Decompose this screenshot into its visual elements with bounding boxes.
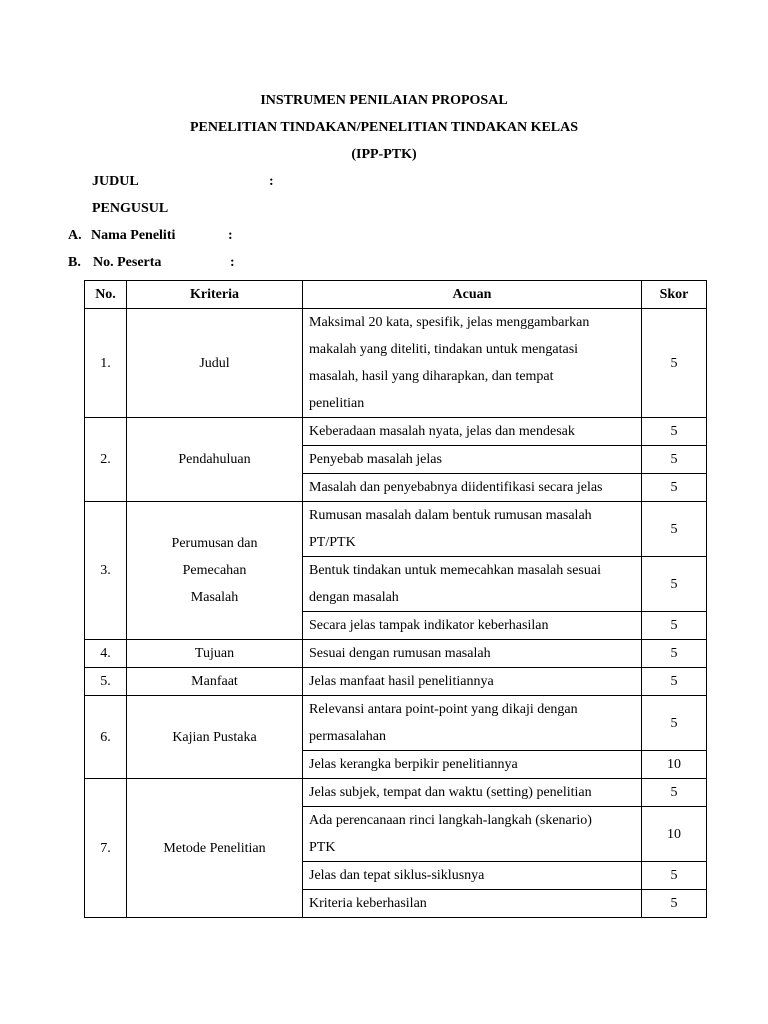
score-cell: 5 <box>642 446 707 474</box>
table-row <box>85 696 707 751</box>
row-number: 4. <box>85 640 127 668</box>
score-cell: 5 <box>642 309 707 418</box>
reference-line: PTK <box>309 840 336 855</box>
field-nomor-colon: : <box>230 255 235 270</box>
reference-line: Kriteria keberhasilan <box>309 896 427 911</box>
field-nama-prefix: A. <box>68 228 82 243</box>
field-judul-colon: : <box>269 174 274 189</box>
field-nomor-label <box>68 255 161 271</box>
header-kriteria: Kriteria <box>127 281 303 309</box>
score-cell: 5 <box>642 779 707 807</box>
table-row <box>85 668 707 696</box>
header-acuan: Acuan <box>303 281 642 309</box>
criteria-line: Manfaat <box>191 674 238 689</box>
rubric-body <box>85 309 707 918</box>
score-cell: 5 <box>642 862 707 890</box>
header-no: No. <box>85 281 127 309</box>
score-cell: 5 <box>642 668 707 696</box>
field-nama-text: Nama Peneliti <box>91 228 176 243</box>
score-cell: 5 <box>642 640 707 668</box>
reference-cell <box>303 502 642 557</box>
criteria-cell <box>127 668 303 696</box>
row-number: 6. <box>85 696 127 779</box>
reference-line: Ada perencanaan rinci langkah-langkah (skenario) <box>309 813 592 828</box>
score-cell: 5 <box>642 557 707 612</box>
reference-line: Keberadaan masalah nyata, jelas dan mendesak <box>309 424 575 439</box>
document-subtitle: PENELITIAN TINDAKAN/PENELITIAN TINDAKAN KELAS <box>189 120 579 135</box>
criteria-cell <box>127 309 303 418</box>
reference-line: PT/PTK <box>309 535 356 550</box>
reference-cell <box>303 668 642 696</box>
score-cell: 5 <box>642 612 707 640</box>
reference-line: Secara jelas tampak indikator keberhasilan <box>309 618 549 633</box>
field-nomor-prefix: B. <box>68 255 81 270</box>
criteria-cell <box>127 779 303 918</box>
reference-cell <box>303 862 642 890</box>
field-nomor-text: No. Peserta <box>93 255 162 270</box>
field-pengusul-label: PENGUSUL <box>92 201 169 216</box>
criteria-line: Judul <box>199 355 230 371</box>
reference-line: Maksimal 20 kata, spesifik, jelas menggambarkan <box>309 315 590 330</box>
reference-line: permasalahan <box>309 729 386 744</box>
criteria-line: Tujuan <box>194 646 235 661</box>
table-row <box>85 640 707 668</box>
reference-line: Sesuai dengan rumusan masalah <box>309 646 491 661</box>
score-cell: 5 <box>642 502 707 557</box>
reference-cell <box>303 557 642 612</box>
criteria-cell <box>127 640 303 668</box>
reference-line: Bentuk tindakan untuk memecahkan masalah sesuai <box>309 563 601 578</box>
criteria-line: Pemecahan <box>182 563 247 578</box>
row-number: 5. <box>85 668 127 696</box>
criteria-cell <box>127 502 303 640</box>
reference-line: Masalah dan penyebabnya diidentifikasi secara jelas <box>309 480 603 495</box>
reference-line: masalah, hasil yang diharapkan, dan tempat <box>309 369 554 384</box>
reference-line: Relevansi antara point-point yang dikaji dengan <box>309 702 578 717</box>
reference-line: Jelas dan tepat siklus-siklusnya <box>309 868 485 883</box>
field-nama-colon: : <box>228 228 233 243</box>
row-number: 3. <box>85 502 127 640</box>
criteria-line: Pendahuluan <box>178 452 251 467</box>
row-number: 7. <box>85 779 127 918</box>
reference-cell <box>303 474 642 502</box>
reference-cell <box>303 309 642 418</box>
reference-line: Jelas manfaat hasil penelitiannya <box>309 674 494 689</box>
reference-cell <box>303 779 642 807</box>
reference-line: Jelas kerangka berpikir penelitiannya <box>309 757 518 772</box>
criteria-line: Metode Penelitian <box>163 840 266 856</box>
reference-line: makalah yang diteliti, tindakan untuk mengatasi <box>309 342 579 357</box>
reference-cell <box>303 640 642 668</box>
criteria-line: Perumusan dan <box>171 536 258 551</box>
score-cell: 5 <box>642 890 707 918</box>
document-title: INSTRUMEN PENILAIAN PROPOSAL <box>260 93 508 108</box>
table-row <box>85 502 707 557</box>
reference-cell <box>303 890 642 918</box>
table-row <box>85 779 707 807</box>
score-cell: 5 <box>642 474 707 502</box>
reference-line: dengan masalah <box>309 590 399 605</box>
reference-cell <box>303 807 642 862</box>
row-number: 1. <box>85 309 127 418</box>
criteria-cell <box>127 418 303 502</box>
criteria-line: Masalah <box>190 590 239 605</box>
reference-cell <box>303 696 642 751</box>
document-code: (IPP-PTK) <box>351 147 417 162</box>
score-cell: 5 <box>642 418 707 446</box>
row-number: 2. <box>85 418 127 502</box>
reference-line: Jelas subjek, tempat dan waktu (setting) penelitian <box>309 785 592 800</box>
score-cell: 10 <box>642 751 707 779</box>
reference-line: penelitian <box>309 396 365 411</box>
table-header-row <box>85 281 707 309</box>
table-row <box>85 418 707 446</box>
criteria-cell <box>127 696 303 779</box>
table-row <box>85 309 707 418</box>
field-nama-label <box>68 228 175 244</box>
header-skor: Skor <box>642 281 707 309</box>
reference-cell <box>303 751 642 779</box>
rubric-table <box>84 280 707 918</box>
reference-line: Rumusan masalah dalam bentuk rumusan masalah <box>309 508 592 523</box>
reference-cell <box>303 418 642 446</box>
reference-cell <box>303 612 642 640</box>
reference-line: Penyebab masalah jelas <box>309 452 442 467</box>
field-judul-label: JUDUL <box>92 174 139 189</box>
reference-cell <box>303 446 642 474</box>
score-cell: 5 <box>642 696 707 751</box>
criteria-line: Kajian Pustaka <box>172 729 257 745</box>
score-cell: 10 <box>642 807 707 862</box>
